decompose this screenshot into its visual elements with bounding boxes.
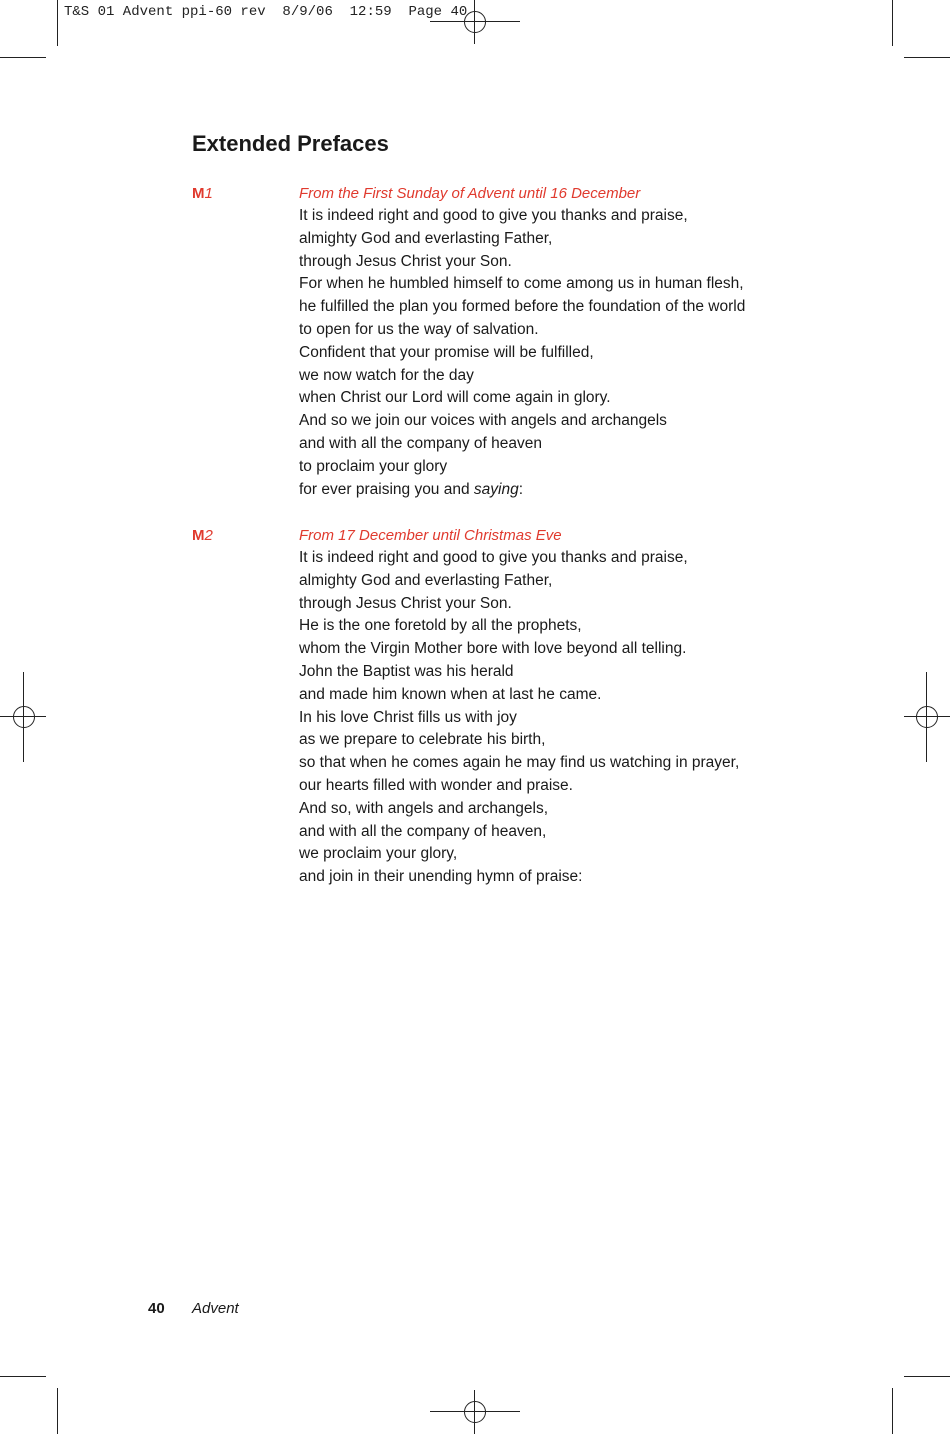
rubric: From 17 December until Christmas Eve	[299, 527, 562, 544]
text-line: and join in their unending hymn of praise:	[299, 868, 583, 886]
text-line: so that when he comes again he may find us watching in prayer,	[299, 754, 740, 772]
marker-letter: M	[192, 185, 205, 202]
text-line: we proclaim your glory,	[299, 845, 458, 863]
text-line: And so, with angels and archangels,	[299, 799, 549, 817]
preface-marker	[192, 524, 213, 547]
text-line: whom the Virgin Mother bore with love beyond all telling.	[299, 640, 687, 658]
running-title: Advent	[192, 1300, 239, 1317]
page-number: 40	[148, 1300, 165, 1317]
text-line: and with all the company of heaven,	[299, 822, 547, 840]
text-line-final	[299, 479, 859, 502]
crop-mark	[904, 1376, 950, 1377]
text-line: when Christ our Lord will come again in glory.	[299, 389, 611, 407]
text-line: He is the one foretold by all the prophets,	[299, 617, 582, 635]
text-line: almighty God and everlasting Father,	[299, 229, 553, 247]
crop-mark	[904, 57, 950, 58]
crop-mark	[57, 0, 58, 46]
text-line: through Jesus Christ your Son.	[299, 594, 512, 612]
text-line: to open for us the way of salvation.	[299, 320, 539, 338]
marker-number: 2	[204, 527, 213, 544]
preface-text	[299, 524, 859, 889]
text-line: and made him known when at last he came.	[299, 685, 602, 703]
page-footer	[148, 1299, 239, 1319]
crop-mark	[892, 0, 893, 46]
marker-number: 1	[204, 185, 213, 202]
preface-text	[299, 182, 859, 501]
text-line: and with all the company of heaven	[299, 434, 542, 452]
text-line: to proclaim your glory	[299, 457, 448, 475]
final-line-text: for ever praising you and	[299, 480, 474, 498]
text-line: Confident that your promise will be fulfilled,	[299, 343, 594, 361]
text-line: he fulfilled the plan you formed before the foundation of the world	[299, 298, 746, 316]
text-line: as we prepare to celebrate his birth,	[299, 731, 546, 749]
text-line: our hearts filled with wonder and praise.	[299, 776, 573, 794]
text-line: For when he humbled himself to come among us in human flesh,	[299, 275, 744, 293]
marker-letter: M	[192, 527, 205, 544]
text-line: It is indeed right and good to give you thanks and praise,	[299, 207, 688, 224]
text-line: In his love Christ fills us with joy	[299, 708, 517, 726]
crop-mark	[0, 1376, 46, 1377]
rubric: From the First Sunday of Advent until 16 December	[299, 185, 641, 202]
crop-mark	[0, 57, 46, 58]
crop-mark	[892, 1388, 893, 1434]
text-line: almighty God and everlasting Father,	[299, 571, 553, 589]
text-line: through Jesus Christ your Son.	[299, 252, 512, 270]
text-line: It is indeed right and good to give you thanks and praise,	[299, 549, 688, 566]
text-line: John the Baptist was his herald	[299, 662, 514, 680]
crop-mark	[57, 1388, 58, 1434]
final-line-punct: :	[518, 480, 524, 498]
text-line: And so we join our voices with angels and archangels	[299, 412, 667, 430]
printer-slug: T&S 01 Advent ppi-60 rev 8/9/06 12:59 Page 40	[64, 4, 468, 20]
final-line-italic: saying	[473, 480, 519, 498]
preface-marker	[192, 182, 213, 205]
text-line: we now watch for the day	[299, 366, 474, 384]
page-heading: Extended Prefaces	[192, 131, 389, 156]
